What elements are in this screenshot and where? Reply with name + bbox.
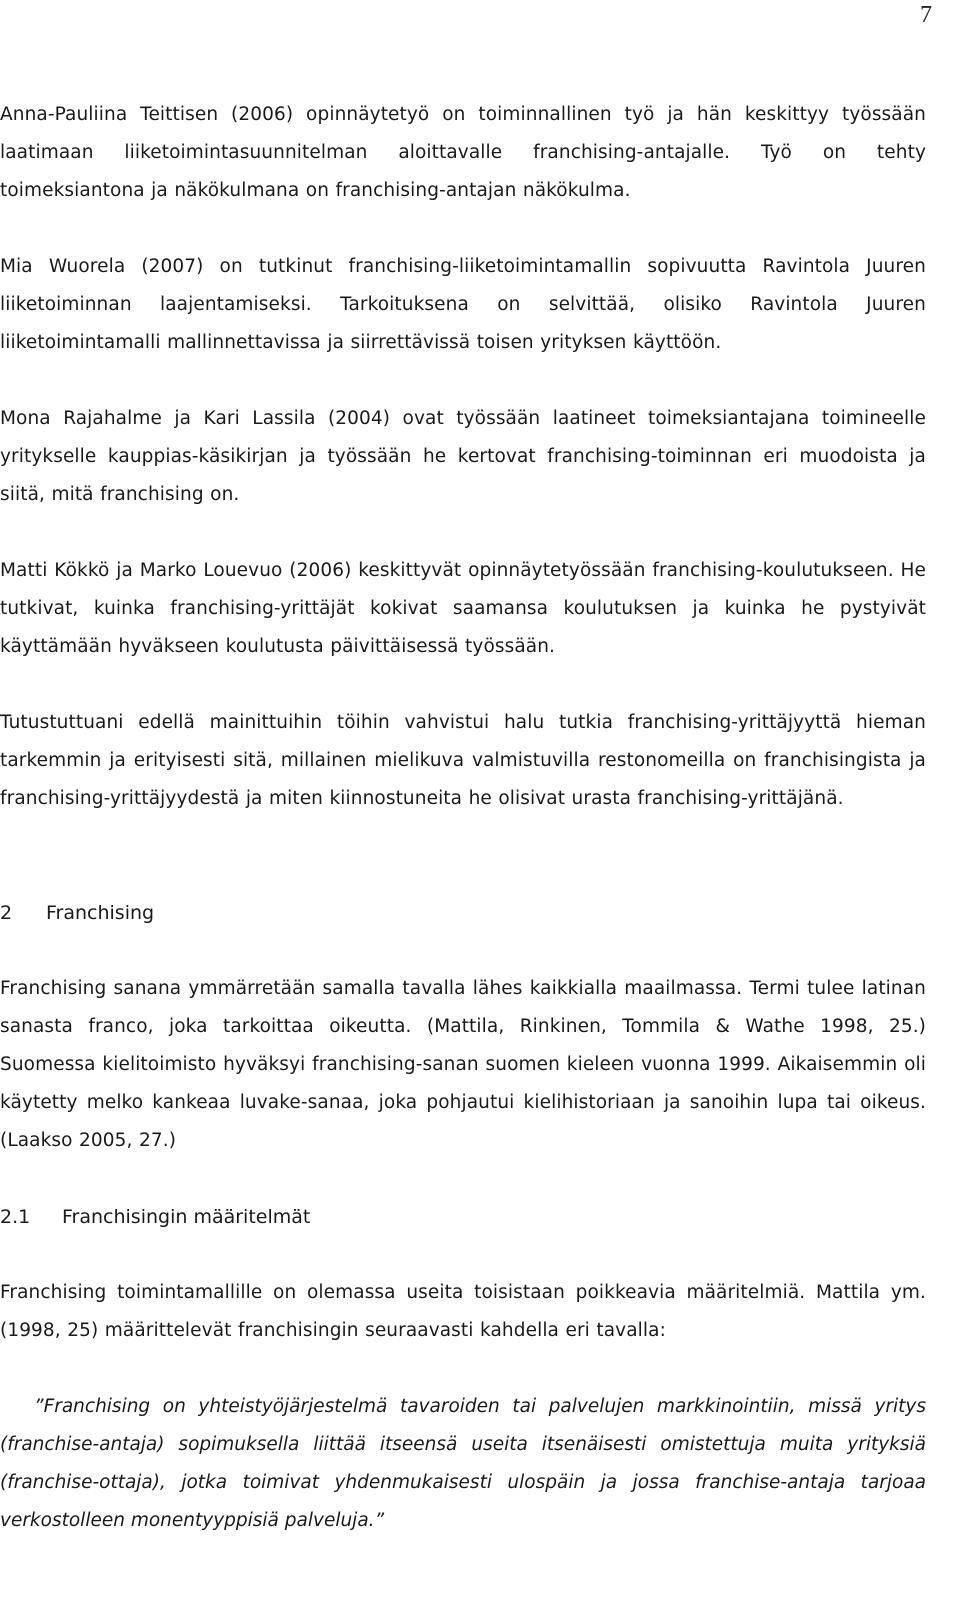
document-body — [0, 96, 926, 1540]
paragraph-kokko-louevuo: Matti Kökkö ja Marko Louevuo (2006) keskittyvät opinnäytetyössään franchising-koulutukseen. He tutkivat, kuinka franchising-yrittäjät kokivat saamansa koulutuksen ja kuinka he pystyivät käyttämään hyväkseen koulutusta päivittäisessä työssään. — [0, 560, 926, 657]
paragraph-wuorela: Mia Wuorela (2007) on tutkinut franchising-liiketoimintamallin sopivuutta Ravintola Juuren liiketoiminnan laajentamiseksi. Tarkoituksena on selvittää, olisiko Ravintola Juuren liiketoimintamalli mallinnettavissa ja siirrettävissä toisen yrityksen käyttöön. — [0, 256, 926, 353]
subsection-title: Franchisingin määritelmät — [62, 1206, 311, 1228]
page-number: 7 — [920, 2, 932, 28]
section-number: 2 — [0, 902, 13, 924]
section-heading-franchising — [0, 894, 926, 932]
section-title: Franchising — [46, 902, 155, 924]
paragraph-tutustuttuani: Tutustuttuani edellä mainittuihin töihin vahvistui halu tutkia franchising-yrittäjyyttä hieman tarkemmin ja erityisesti sitä, millainen mielikuva valmistuvilla restonomeilla on franchisingista ja franchising-yrittäjyydestä ja miten kiinnostuneita he olisivat urasta franchising-yrittäjänä. — [0, 712, 926, 809]
subsection-number: 2.1 — [0, 1206, 31, 1228]
paragraph-toimintamallille: Franchising toimintamallille on olemassa useita toisistaan poikkeavia määritelmiä. Mattila ym. (1998, 25) määrittelevät franchisingin seuraavasti kahdella eri tavalla: — [0, 1282, 926, 1341]
paragraph-franchising-sanana: Franchising sanana ymmärretään samalla tavalla lähes kaikkialla maailmassa. Termi tulee latinan sanasta franco, joka tarkoittaa oikeutta. (Mattila, Rinkinen, Tommila & Wathe 1998, 25.) Suomessa kielitoimisto hyväksyi franchising-sanan suomen kieleen vuonna 1999. Aikaisemmin oli käytetty melko kankeaa luvake-sanaa, joka pohjautui kielihistoriaan ja sanoihin lupa tai oikeus. (Laakso 2005, 27.) — [0, 978, 926, 1151]
definition-quote: ”Franchising on yhteistyöjärjestelmä tavaroiden tai palvelujen markkinointiin, missä yritys (franchise-antaja) sopimuksella liittää itseensä useita itsenäisesti omistettuja muita yrityksiä (franchise-ottaja), jotka toimivat yhdenmukaisesti ulospäin ja jossa franchise-antaja tarjoaa verkostolleen monentyyppisiä palveluja.” — [0, 1396, 926, 1531]
paragraph-rajahalme-lassila: Mona Rajahalme ja Kari Lassila (2004) ovat työssään laatineet toimeksiantajana toimineelle yritykselle kauppias-käsikirjan ja työssään he kertovat franchising-toiminnan eri muodoista ja siitä, mitä franchising on. — [0, 408, 926, 505]
paragraph-teittinen: Anna-Pauliina Teittisen (2006) opinnäytetyö on toiminnallinen työ ja hän keskittyy työssään laatimaan liiketoimintasuunnitelman aloittavalle franchising-antajalle. Työ on tehty toimeksiantona ja näkökulmana on franchising-antajan näkökulma. — [0, 104, 926, 201]
subsection-heading-maaritelmat — [0, 1198, 926, 1236]
